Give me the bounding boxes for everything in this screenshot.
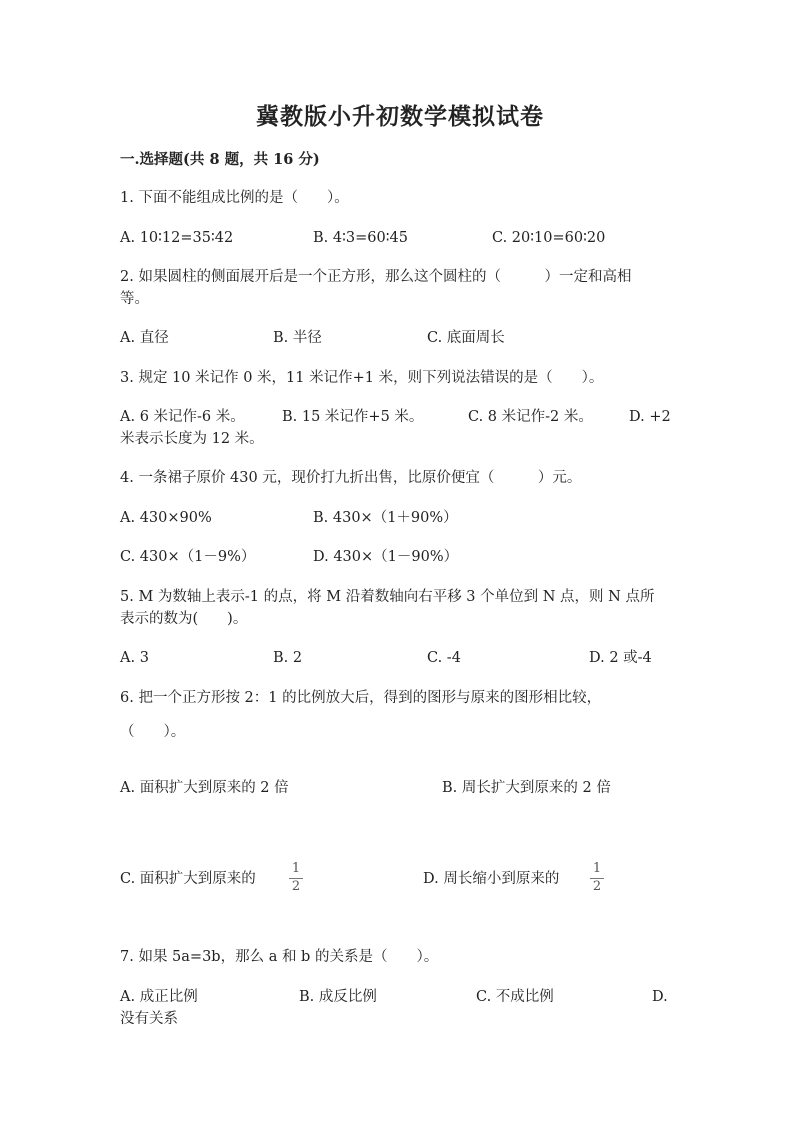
question-3-option-a: A. 6 米记作-6 米。 bbox=[120, 409, 245, 425]
question-5-option-b: B. 2 bbox=[273, 650, 303, 666]
fraction-numerator: 1 bbox=[592, 861, 602, 876]
question-6-option-d: D. 周长缩小到原来的 bbox=[423, 871, 560, 887]
question-1-stem: 1. 下面不能组成比例的是（ ）。 bbox=[120, 190, 349, 206]
question-2-option-b: B. 半径 bbox=[273, 330, 322, 346]
question-6-option-a: A. 面积扩大到原来的 2 倍 bbox=[120, 780, 289, 796]
question-4-stem: 4. 一条裙子原价 430 元，现价打九折出售，比原价便宜（ ）元。 bbox=[120, 470, 582, 486]
fraction-denominator: 2 bbox=[592, 879, 602, 894]
question-3-option-d: D. +2 bbox=[629, 409, 671, 425]
question-5-option-a: A. 3 bbox=[120, 650, 149, 666]
question-6-option-d-fraction bbox=[590, 862, 604, 894]
question-7-option-d: D. bbox=[652, 989, 668, 1005]
question-7-option-c: C. 不成比例 bbox=[476, 989, 554, 1005]
question-1-option-a: A. 10∶12=35∶42 bbox=[120, 230, 234, 246]
question-4-option-a: A. 430×90% bbox=[120, 510, 212, 526]
question-2-stem-line-2: 等。 bbox=[120, 291, 149, 307]
question-7-option-b: B. 成反比例 bbox=[299, 989, 377, 1005]
question-5-stem-line-2: 表示的数为( )。 bbox=[120, 611, 248, 627]
question-6-option-c-fraction bbox=[289, 862, 303, 894]
question-2-option-c: C. 底面周长 bbox=[427, 330, 505, 346]
question-6-stem-line-2: （ ）。 bbox=[120, 724, 186, 740]
question-5-option-c: C. -4 bbox=[427, 650, 461, 666]
question-5-option-d: D. 2 或-4 bbox=[589, 650, 652, 666]
question-3-option-d-continued: 米表示长度为 12 米。 bbox=[120, 431, 264, 447]
question-6-stem-line-1: 6. 把一个正方形按 2：1 的比例放大后，得到的图形与原来的图形相比较， bbox=[120, 690, 602, 706]
page-title: 冀教版小升初数学模拟试卷 bbox=[256, 103, 544, 130]
question-7-option-d-continued: 没有关系 bbox=[120, 1011, 178, 1027]
question-4-option-c: C. 430×（1－9%） bbox=[120, 549, 256, 565]
section-heading: 一.选择题(共 8 题，共 16 分) bbox=[120, 151, 320, 168]
question-3-option-c: C. 8 米记作-2 米。 bbox=[468, 409, 593, 425]
question-3-option-b: B. 15 米记作+5 米。 bbox=[282, 409, 424, 425]
question-4-option-d: D. 430×（1－90%） bbox=[313, 549, 459, 565]
question-1-option-b: B. 4∶3=60∶45 bbox=[313, 230, 408, 246]
question-3-stem: 3. 规定 10 米记作 0 米，11 米记作+1 米，则下列说法错误的是（ ）。 bbox=[120, 370, 604, 386]
question-2-stem-line-1: 2. 如果圆柱的侧面展开后是一个正方形，那么这个圆柱的（ ）一定和高相 bbox=[120, 269, 632, 285]
question-6-option-c: C. 面积扩大到原来的 bbox=[120, 871, 256, 887]
question-4-option-b: B. 430×（1＋90%） bbox=[313, 510, 458, 526]
question-2-option-a: A. 直径 bbox=[120, 330, 169, 346]
question-1-option-c: C. 20∶10=60∶20 bbox=[492, 230, 606, 246]
question-6-option-b: B. 周长扩大到原来的 2 倍 bbox=[442, 780, 611, 796]
question-5-stem-line-1: 5. M 为数轴上表示-1 的点，将 M 沿着数轴向右平移 3 个单位到 N 点，则 N 点所 bbox=[120, 589, 655, 605]
question-7-stem: 7. 如果 5a=3b，那么 a 和 b 的关系是（ ）。 bbox=[120, 949, 439, 965]
fraction-denominator: 2 bbox=[291, 879, 301, 894]
question-7-option-a: A. 成正比例 bbox=[120, 989, 198, 1005]
fraction-numerator: 1 bbox=[291, 861, 301, 876]
